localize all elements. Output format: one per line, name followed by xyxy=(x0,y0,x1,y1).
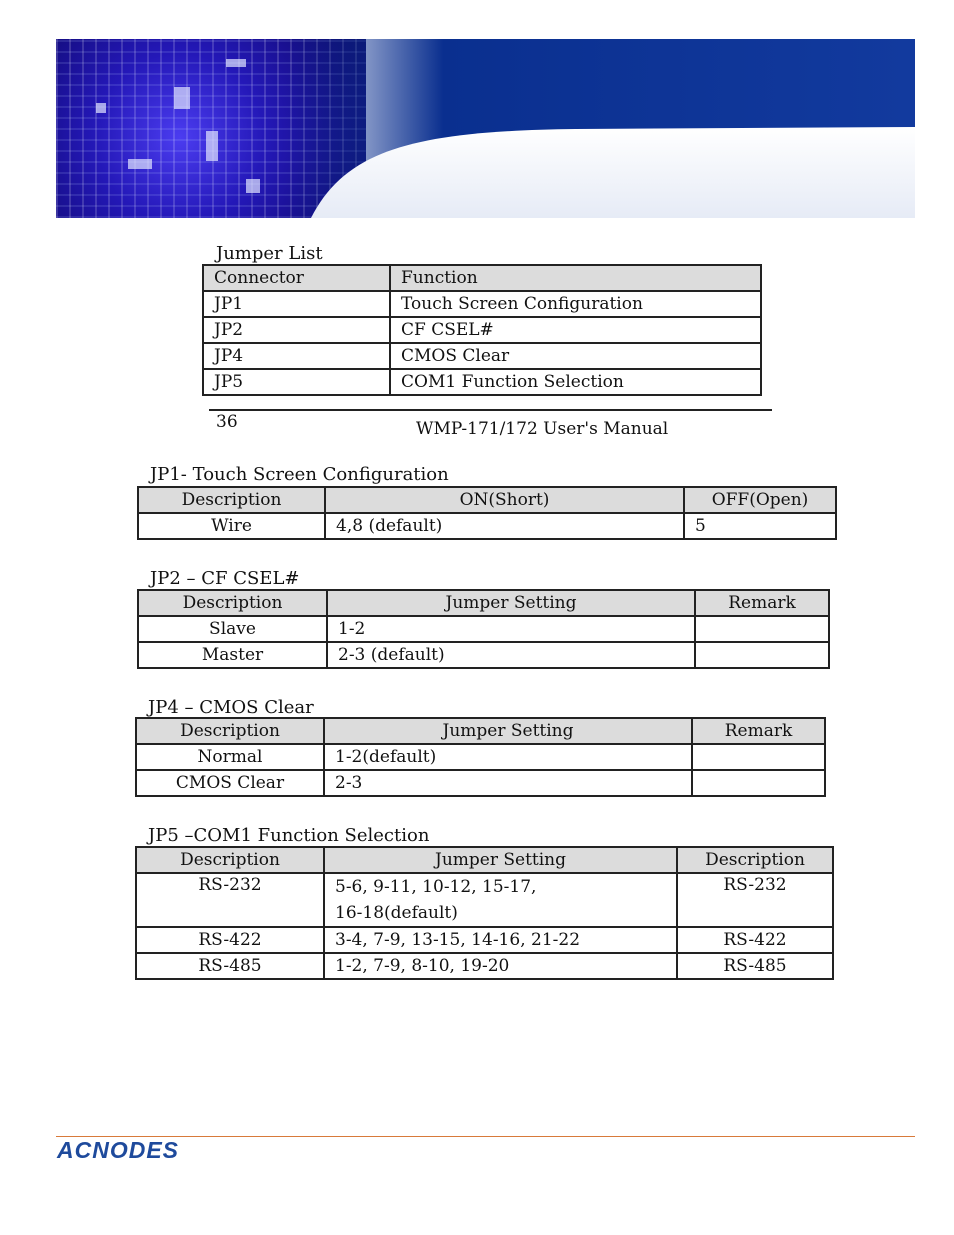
jp1-table xyxy=(137,486,837,540)
jp5-table xyxy=(135,846,834,980)
table-header-row: Description ON(Short) OFF(Open) xyxy=(138,487,836,513)
table-header-row: Description Jumper Setting Remark xyxy=(136,718,825,744)
table-header-row: Description Jumper Setting Remark xyxy=(138,590,829,616)
header-connector: Connector xyxy=(203,265,390,291)
jumper-list-title: Jumper List xyxy=(216,243,323,264)
acnodes-logo: ACNODES xyxy=(57,1137,180,1163)
footer-divider xyxy=(56,1136,915,1137)
table-row: JP1 Touch Screen Configuration xyxy=(203,291,761,317)
manual-title: WMP-171/172 User's Manual xyxy=(416,419,669,439)
blue-swoosh-graphic xyxy=(56,39,915,218)
table-row: JP4 CMOS Clear xyxy=(203,343,761,369)
jp2-title: JP2 – CF CSEL# xyxy=(150,568,300,589)
jp2-table xyxy=(137,589,830,669)
jp4-title: JP4 – CMOS Clear xyxy=(148,697,314,718)
table-row: RS-485 1-2, 7-9, 8-10, 19-20 RS-485 xyxy=(136,953,833,979)
jumper-list-table xyxy=(202,264,762,396)
page-number: 36 xyxy=(216,412,238,432)
table-row: Master 2-3 (default) xyxy=(138,642,829,668)
table-row: Normal 1-2(default) xyxy=(136,744,825,770)
jp1-title: JP1- Touch Screen Configuration xyxy=(150,464,449,485)
table-row: CMOS Clear 2-3 xyxy=(136,770,825,796)
table-header-row: Description Jumper Setting Description xyxy=(136,847,833,873)
jp4-table xyxy=(135,717,826,797)
table-row: RS-422 3-4, 7-9, 13-15, 14-16, 21-22 RS-422 xyxy=(136,927,833,953)
divider xyxy=(209,409,772,411)
table-header-row xyxy=(203,265,761,291)
jp5-title: JP5 –COM1 Function Selection xyxy=(148,825,430,846)
header-banner xyxy=(56,39,915,218)
table-row: JP5 COM1 Function Selection xyxy=(203,369,761,395)
table-row: RS-232 5-6, 9-11, 10-12, 15-17, 16-18(default) RS-232 xyxy=(136,873,833,927)
table-row: JP2 CF CSEL# xyxy=(203,317,761,343)
table-row: Wire 4,8 (default) 5 xyxy=(138,513,836,539)
header-function: Function xyxy=(390,265,761,291)
table-row: Slave 1-2 xyxy=(138,616,829,642)
